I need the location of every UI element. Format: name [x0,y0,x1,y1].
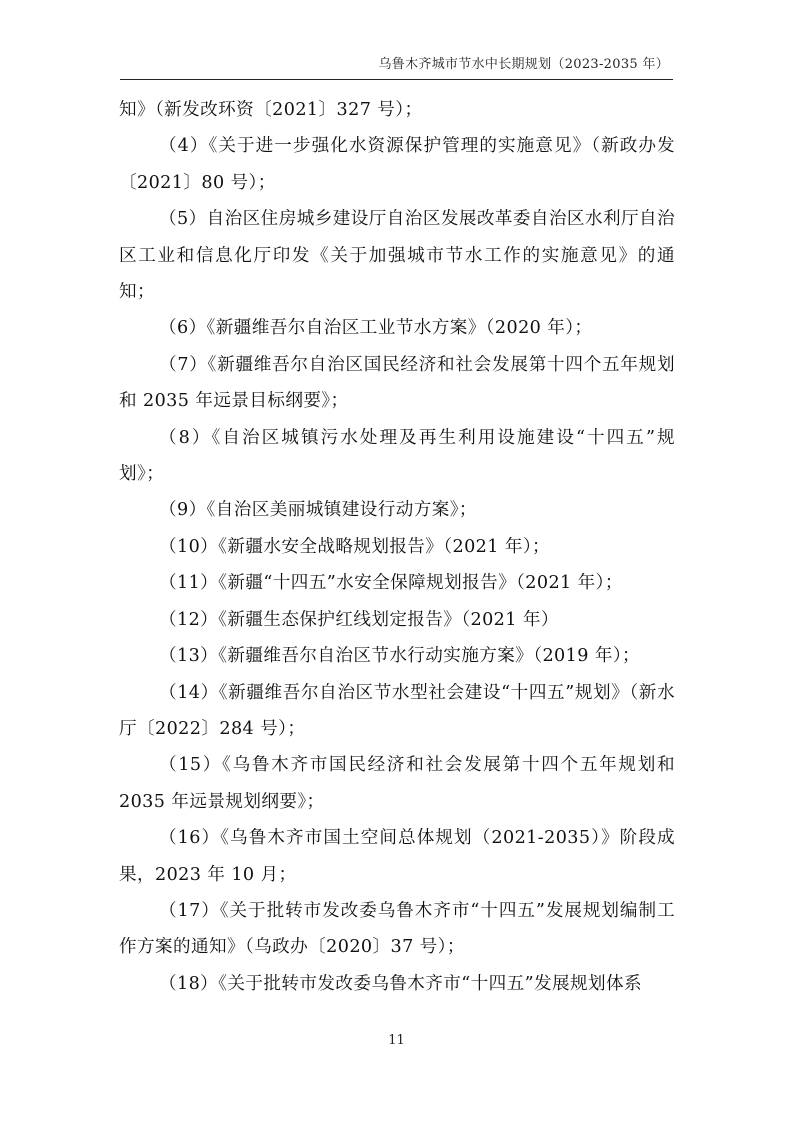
reference-item-4: （4）《关于进一步强化水资源保护管理的实施意见》（新政办发〔2021〕80 号）； [119,136,675,193]
reference-item-13: （13）《新疆维吾尔自治区节水行动实施方案》（2019 年）； [159,646,641,667]
reference-item-8: （8）《自治区城镇污水处理及再生利用设施建设“十四五”规划》； [119,427,675,485]
page-number: 11 [388,1033,405,1048]
reference-item-14: （14）《新疆维吾尔自治区节水型社会建设“十四五”规划》（新水厅〔2022〕284 号）； [119,682,675,739]
reference-item-9: （9）《自治区美丽城镇建设行动方案》； [159,500,477,521]
reference-item-16: （16）《乌鲁木齐市国土空间总体规划（2021-2035）》阶段成果，2023 年 10 月； [119,828,675,885]
reference-item-10: （10）《新疆水安全战略规划报告》（2021 年）； [159,536,551,557]
running-header: 乌鲁木齐城市节水中长期规划（2023-2035 年） [378,57,669,72]
reference-item-12: （12）《新疆生态保护红线划定报告》（2021 年） [159,609,559,630]
reference-item-18: （18）《关于批转市发改委乌鲁木齐市“十四五”发展规划体系 [159,973,643,994]
reference-item-5: （5）自治区住房城乡建设厅自治区发展改革委自治区水利厅自治区工业和信息化厅印发《关于加强城市节水工作的实施意见》的通知； [119,209,675,303]
reference-item-15: （15）《乌鲁木齐市国民经济和社会发展第十四个五年规划和 2035 年远景规划纲要》； [119,755,675,812]
reference-item-17: （17）《关于批转市发改委乌鲁木齐市“十四五”发展规划编制工作方案的通知》（乌政办〔2020〕37 号）； [119,900,675,958]
reference-item-6: （6）《新疆维吾尔自治区工业节水方案》（2020 年）； [159,318,593,339]
reference-item-7: （7）《新疆维吾尔自治区国民经济和社会发展第十四个五年规划和 2035 年远景目标纲要》； [119,354,675,412]
document-body [119,92,675,1002]
reference-item-11: （11）《新疆“十四五”水安全保障规划报告》（2021 年）； [159,573,623,594]
header-rule [120,79,673,80]
paragraph-continuation: 知》（新发改环资〔2021〕327 号）； [119,100,423,120]
